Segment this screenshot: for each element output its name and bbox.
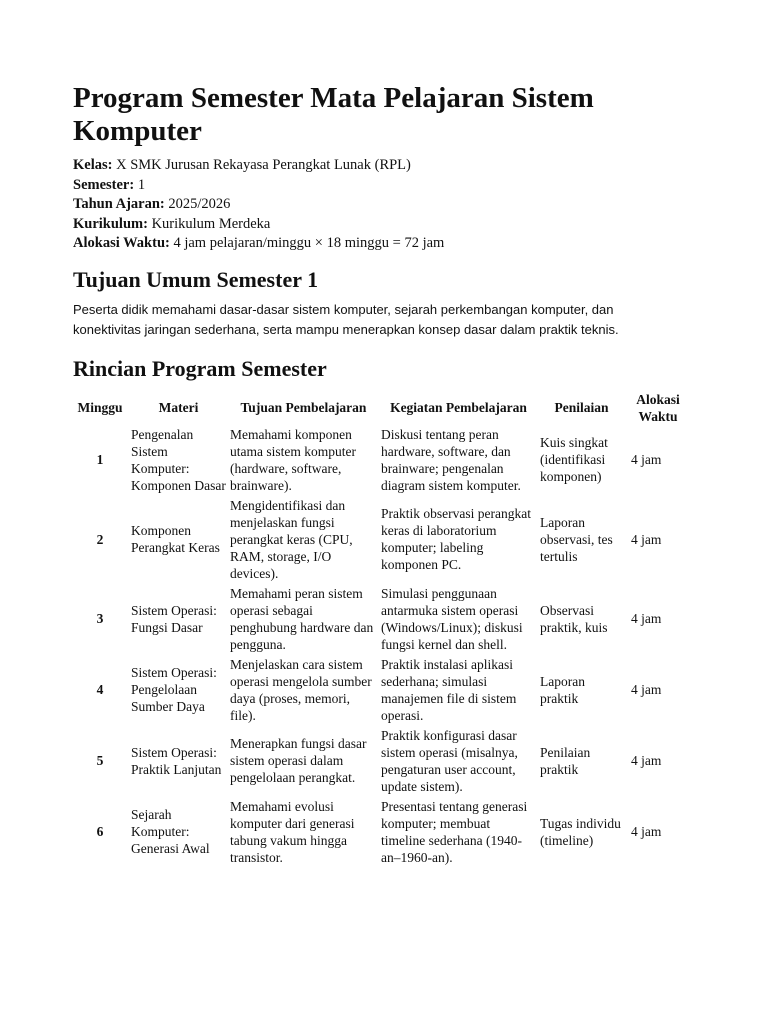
meta-value: 2025/2026	[168, 196, 231, 212]
material-cell: Sistem Operasi: Praktik Lanjutan	[131, 744, 222, 777]
meta-label: Semester:	[73, 176, 135, 193]
goal-heading: Tujuan Umum Semester 1	[73, 266, 319, 292]
week-cell: 2	[96, 531, 104, 547]
meta-value: 4 jam pelajaran/minggu × 18 minggu = 72 jam	[173, 235, 445, 251]
meta-label: Tahun Ajaran:	[73, 196, 165, 212]
header-minggu: Minggu	[77, 400, 123, 415]
assessment-cell: Laporan praktik	[540, 673, 585, 706]
meta-value: Kurikulum Merdeka	[151, 215, 271, 232]
material-cell: Sistem Operasi: Pengelolaan Sumber Daya	[131, 665, 217, 714]
time-cell: 4 jam	[631, 682, 662, 697]
time-cell: 4 jam	[631, 753, 662, 768]
week-cell: 6	[96, 824, 104, 839]
material-cell: Komponen Perangkat Keras	[131, 523, 220, 555]
assessment-cell: Laporan observasi, tes tertulis	[540, 514, 613, 564]
header-tujuan: Tujuan Pembelajaran	[240, 400, 367, 415]
table-header-row	[71, 390, 691, 426]
week-cell: 3	[96, 611, 104, 626]
meta-label: Kurikulum:	[73, 215, 148, 232]
table-row	[71, 585, 691, 656]
material-cell: Pengenalan Sistem Komputer: Komponen Dasar	[131, 426, 226, 493]
activity-cell: Presentasi tentang generasi komputer; membuat timeline sederhana (1940-an–1960-an).	[381, 798, 528, 865]
table-row	[71, 656, 691, 727]
assessment-cell: Observasi praktik, kuis	[540, 602, 608, 635]
meta-block	[73, 156, 723, 254]
material-cell: Sistem Operasi: Fungsi Dasar	[131, 602, 217, 635]
header-kegiatan: Kegiatan Pembelajaran	[390, 400, 527, 415]
objective-cell: Memahami peran sistem operasi sebagai penghubung hardware dan pengguna.	[230, 585, 374, 652]
time-cell: 4 jam	[631, 824, 662, 839]
activity-cell: Diskusi tentang peran hardware, software, dan brainware; pengenalan diagram sistem komputer.	[381, 426, 521, 493]
objective-cell: Menjelaskan cara sistem operasi mengelola sumber daya (proses, memori, file).	[230, 656, 372, 723]
week-cell: 5	[96, 753, 104, 768]
activity-cell: Praktik instalasi aplikasi sederhana; simulasi manajemen file di sistem operasi.	[381, 656, 517, 723]
material-cell: Sejarah Komputer: Generasi Awal	[131, 807, 210, 856]
meta-label: Alokasi Waktu:	[73, 235, 170, 251]
header-alokasi: Alokasi Waktu	[636, 391, 680, 424]
assessment-cell: Penilaian praktik	[540, 744, 591, 777]
header-penilaian: Penilaian	[554, 400, 609, 415]
table-row	[71, 798, 691, 869]
meta-semester	[73, 176, 723, 196]
table-row	[71, 426, 691, 497]
objective-cell: Menerapkan fungsi dasar sistem operasi dalam pengelolaan perangkat.	[230, 736, 367, 785]
objective-cell: Memahami komponen utama sistem komputer (hardware, software, brainware).	[230, 426, 356, 493]
page-title: Program Semester Mata Pelajaran Sistem Komputer	[73, 82, 594, 147]
assessment-cell: Kuis singkat (identifikasi komponen)	[540, 435, 608, 484]
meta-label: Kelas:	[73, 157, 113, 173]
time-cell: 4 jam	[631, 452, 662, 467]
goal-text: Peserta didik memahami dasar-dasar sistem komputer, sejarah perkembangan komputer, dan konektivitas jaringan sederhana, serta mampu menerapkan konsep dasar dalam praktik teknis.	[73, 301, 619, 337]
assessment-cell: Tugas individu (timeline)	[540, 815, 621, 848]
time-cell: 4 jam	[631, 611, 662, 626]
activity-cell: Praktik observasi perangkat keras di laboratorium komputer; labeling komponen PC.	[381, 506, 531, 572]
header-materi: Materi	[158, 400, 199, 415]
objective-cell: Mengidentifikasi dan menjelaskan fungsi perangkat keras (CPU, RAM, storage, I/O devices).	[230, 497, 353, 581]
meta-alokasi-waktu	[73, 234, 723, 254]
activity-cell: Simulasi penggunaan antarmuka sistem operasi (Windows/Linux); diskusi fungsi kernel dan shell.	[381, 585, 523, 652]
detail-heading: Rincian Program Semester	[73, 355, 327, 381]
meta-tahun-ajaran	[73, 195, 723, 215]
meta-value: X SMK Jurusan Rekayasa Perangkat Lunak (RPL)	[116, 157, 411, 173]
table-row	[71, 727, 691, 798]
objective-cell: Memahami evolusi komputer dari generasi tabung vakum hingga transistor.	[230, 798, 355, 865]
meta-kurikulum	[73, 215, 723, 235]
meta-kelas	[73, 156, 723, 176]
activity-cell: Praktik konfigurasi dasar sistem operasi (misalnya, pengaturan user account, update sistem).	[381, 727, 518, 794]
week-cell: 1	[96, 452, 104, 467]
table-row	[71, 497, 691, 585]
document-page	[73, 82, 723, 869]
meta-value: 1	[137, 176, 146, 193]
program-table	[71, 390, 691, 869]
time-cell: 4 jam	[631, 531, 662, 547]
week-cell: 4	[96, 682, 104, 697]
